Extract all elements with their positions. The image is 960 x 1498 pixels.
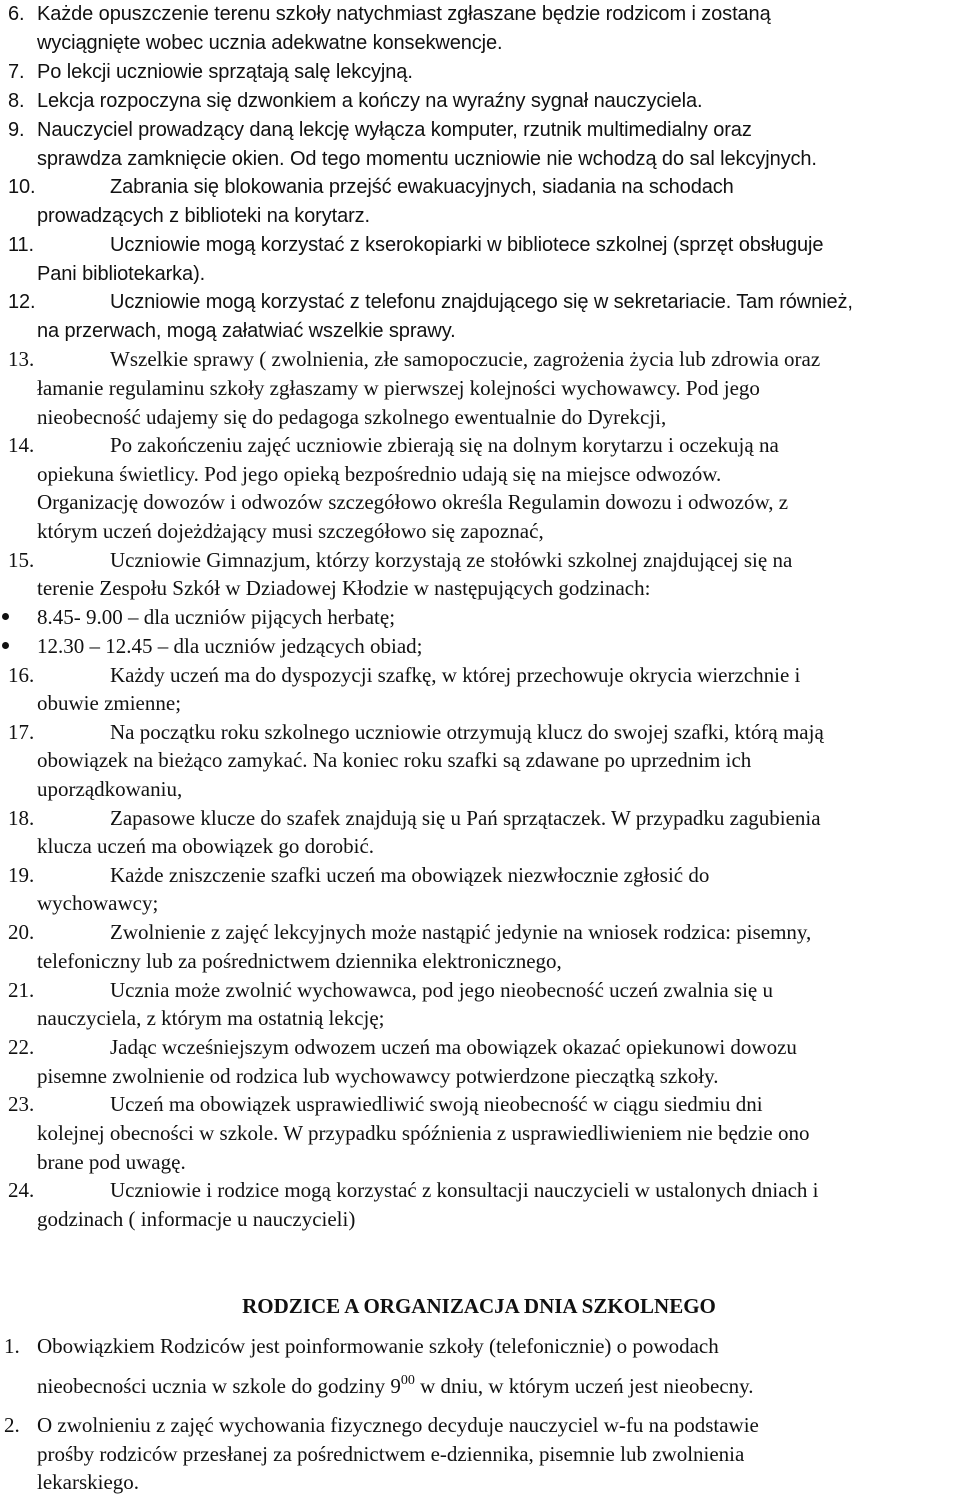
rule-text: Każde zniszczenie szafki uczeń ma obowiązek niezwłocznie zgłosić do [110, 863, 710, 887]
bullet-icon [2, 642, 9, 649]
rule-text: uporządkowaniu, [37, 777, 183, 801]
rule-text: którym uczeń dojeżdżający musi szczegółowo się zapoznać, [37, 519, 544, 543]
parents-rule-text: O zwolnieniu z zajęć wychowania fizycznego decyduje nauczyciel w-fu na podstawie [37, 1413, 759, 1437]
rule-text: pisemne zwolnienie od rodzica lub wychowawcy potwierdzone pieczątką szkoły. [37, 1064, 719, 1088]
rule-text: Uczniowie mogą korzystać z telefonu znajdującego się w sekretariacie. Tam również, [110, 291, 853, 313]
rule-number: 11. [8, 234, 35, 256]
parents-rule-text: lekarskiego. [37, 1470, 140, 1494]
rule-text: Zapasowe klucze do szafek znajdują się u Pań sprzątaczek. W przypadku zagubienia [110, 806, 821, 830]
rule-text: Uczeń ma obowiązek usprawiedliwić swoją nieobecność w ciągu siedmiu dni [110, 1092, 763, 1116]
rule-text: Po lekcji uczniowie sprzątają salę lekcyjną. [37, 61, 413, 83]
rule-text: wyciągnięte wobec ucznia adekwatne konsekwencje. [37, 32, 503, 54]
meal-time-item: 12.30 – 12.45 – dla uczniów jedzących obiad; [37, 634, 423, 658]
rule-number: 10. [8, 176, 36, 198]
meal-time-item: 8.45- 9.00 – dla uczniów pijących herbatę; [37, 605, 396, 629]
rule-number: 24. [8, 1178, 35, 1202]
rule-text: na przerwach, mogą załatwiać wszelkie sprawy. [37, 320, 456, 342]
rule-text: godzinach ( informacje u nauczycieli) [37, 1207, 356, 1231]
rule-text: obuwie zmienne; [37, 691, 182, 715]
rule-text: łamanie regulaminu szkoły zgłaszamy w pierwszej kolejności wychowawcy. Pod jego [37, 376, 760, 400]
parents-rule-text-part: w dniu, w którym uczeń jest nieobecny. [414, 1374, 754, 1398]
rule-text: wychowawcy; [37, 891, 159, 915]
rule-text: Uczniowie Gimnazjum, którzy korzystają ze stołówki szkolnej znajdującej się na [110, 548, 793, 572]
rule-text: terenie Zespołu Szkół w Dziadowej Kłodzie w następujących godzinach: [37, 576, 651, 600]
rule-number: 13. [8, 347, 35, 371]
rule-text: klucza uczeń ma obowiązek go dorobić. [37, 834, 375, 858]
rule-text: nieobecność udajemy się do pedagoga szkolnego ewentualnie do Dyrekcji, [37, 405, 667, 429]
rule-number: 23. [8, 1092, 35, 1116]
rule-text: Każde opuszczenie terenu szkoły natychmiast zgłaszane będzie rodzicom i zostaną [37, 3, 771, 25]
rule-text: brane pod uwagę. [37, 1150, 186, 1174]
rule-number: 20. [8, 920, 35, 944]
rule-number: 6. [8, 3, 25, 25]
rule-number: 15. [8, 548, 35, 572]
rule-text: Każdy uczeń ma do dyspozycji szafkę, w której przechowuje okrycia wierzchnie i [110, 663, 801, 687]
rule-text: opiekuna świetlicy. Pod jego opieką bezpośrednio udają się na miejsce odwozów. [37, 462, 722, 486]
rule-text: Uczniowie i rodzice mogą korzystać z konsultacji nauczycieli w ustalonych dniach i [110, 1178, 819, 1202]
parents-rule-number: 1. [4, 1334, 20, 1358]
rule-number: 18. [8, 806, 35, 830]
rule-text: Wszelkie sprawy ( zwolnienia, złe samopoczucie, zagrożenia życia lub zdrowia oraz [110, 347, 821, 371]
rule-number: 14. [8, 433, 35, 457]
rule-number: 21. [8, 978, 35, 1002]
superscript-hour: 00 [400, 1373, 415, 1388]
rule-text: Lekcja rozpoczyna się dzwonkiem a kończy na wyraźny sygnał nauczyciela. [37, 90, 703, 112]
rule-number: 19. [8, 863, 35, 887]
parents-rule-text: Obowiązkiem Rodziców jest poinformowanie szkoły (telefonicznie) o powodach [37, 1334, 719, 1358]
rule-text: Organizację dowozów i odwozów szczegółowo określa Regulamin dowozu i odwozów, z [37, 490, 789, 514]
rule-text: Uczniowie mogą korzystać z kserokopiarki w bibliotece szkolnej (sprzęt obsługuje [110, 234, 824, 256]
rule-number: 7. [8, 61, 25, 83]
parents-rule-text-part: nieobecności ucznia w szkole do godziny 9 [37, 1374, 401, 1398]
rule-text: prowadzących z biblioteki na korytarz. [37, 205, 371, 227]
rule-number: 22. [8, 1035, 35, 1059]
rule-text: Zwolnienie z zajęć lekcyjnych może nastąpić jedynie na wniosek rodzica: pisemny, [110, 920, 812, 944]
rule-text: Na początku roku szkolnego uczniowie otrzymują klucz do swojej szafki, którą mają [110, 720, 824, 744]
rule-text: Po zakończeniu zajęć uczniowie zbierają się na dolnym korytarzu i oczekują na [110, 433, 779, 457]
rule-text: Zabrania się blokowania przejść ewakuacyjnych, siadania na schodach [110, 176, 734, 198]
rule-number: 16. [8, 663, 35, 687]
rule-text: kolejnej obecności w szkole. W przypadku spóźnienia z usprawiedliwieniem nie będzie ono [37, 1121, 810, 1145]
section-heading: RODZICE A ORGANIZACJA DNIA SZKOLNEGO [242, 1294, 716, 1318]
rule-text: sprawdza zamknięcie okien. Od tego momentu uczniowie nie wchodzą do sal lekcyjnych. [37, 148, 817, 170]
rule-text: obowiązek na bieżąco zamykać. Na koniec roku szafki są zdawane po uprzednim ich [37, 748, 752, 772]
rule-number: 8. [8, 90, 25, 112]
rule-text: telefoniczny lub za pośrednictwem dziennika elektronicznego, [37, 949, 562, 973]
rule-text: nauczyciela, z którym ma ostatnią lekcję; [37, 1006, 385, 1030]
bullet-icon [2, 613, 9, 620]
parents-rule-text-line2 [37, 1372, 754, 1400]
rule-text: Jadąc wcześniejszym odwozem uczeń ma obowiązek okazać opiekunowi dowozu [110, 1035, 797, 1059]
parents-rule-text: prośby rodziców przesłanej za pośrednictwem e-dziennika, pisemnie lub zwolnienia [37, 1442, 745, 1466]
rule-text: Nauczyciel prowadzący daną lekcję wyłącza komputer, rzutnik multimedialny oraz [37, 119, 752, 141]
parents-rule-number: 2. [4, 1413, 20, 1437]
rule-number: 9. [8, 119, 25, 141]
rule-number: 17. [8, 720, 35, 744]
rule-text: Pani bibliotekarka). [37, 263, 206, 285]
rule-number: 12. [8, 291, 36, 313]
rule-text: Ucznia może zwolnić wychowawca, pod jego nieobecność uczeń zwalnia się u [110, 978, 773, 1002]
